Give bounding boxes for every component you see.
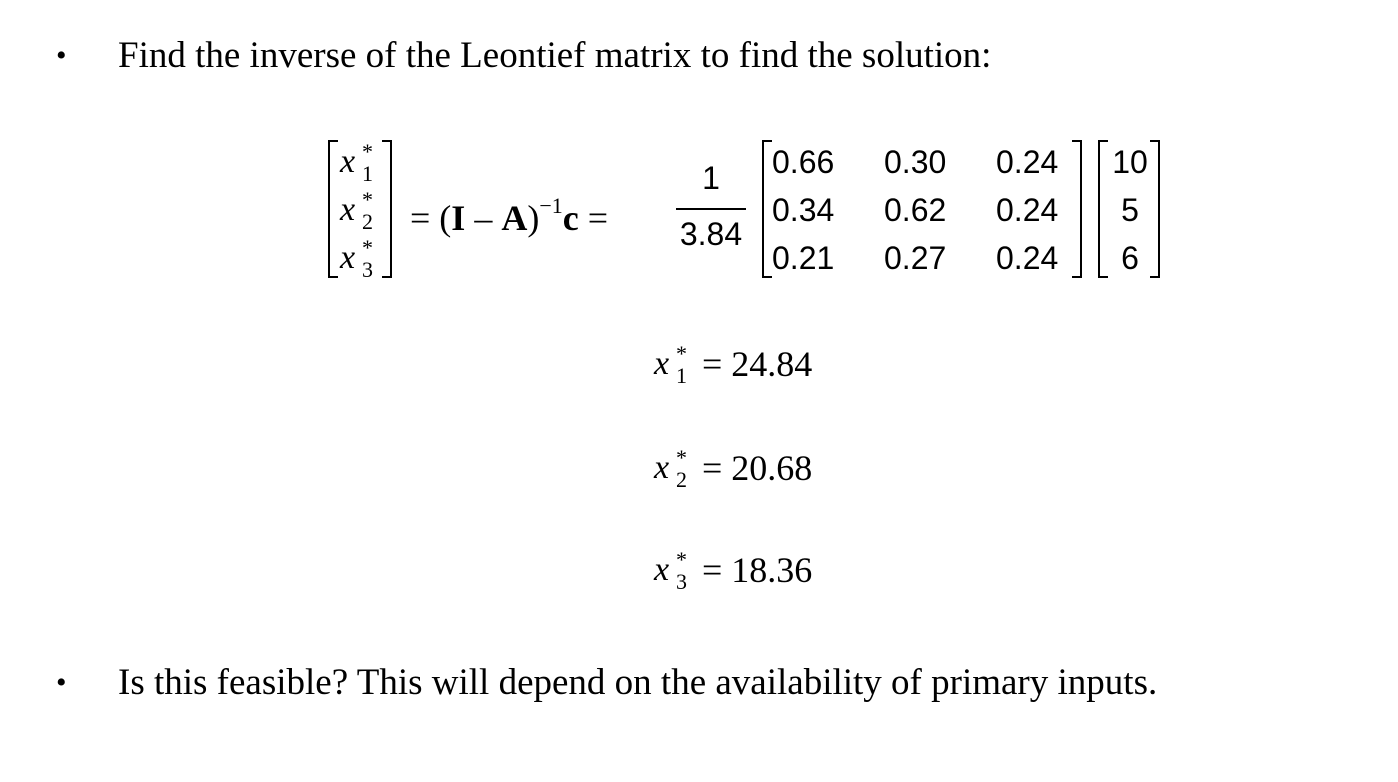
matrix-cell: 0.24 <box>996 240 1059 276</box>
matrix-cell: 0.30 <box>884 144 947 180</box>
identity-symbol: I <box>451 198 466 238</box>
right-bracket <box>382 140 392 278</box>
matrix-cell: 0.24 <box>996 144 1059 180</box>
vector-cell: 10 <box>1112 144 1148 180</box>
left-bracket <box>762 140 772 278</box>
inverse-exponent: −1 <box>539 193 563 218</box>
result-x1 <box>650 342 950 392</box>
leontief-inverse-equation <box>324 134 1174 286</box>
matrix-cell: 0.66 <box>772 144 835 180</box>
matrix-cell: 0.21 <box>772 240 835 276</box>
result-x3 <box>650 548 950 598</box>
bullet-item-1 <box>0 30 1398 82</box>
result-x2 <box>650 446 950 496</box>
vector-variable-2: x * 2 <box>340 187 373 234</box>
final-demand-vector <box>1096 134 1166 286</box>
right-bracket <box>1150 140 1160 278</box>
result-variable: x * 1 <box>654 341 687 388</box>
left-bracket <box>1098 140 1108 278</box>
matrix-symbol: A <box>501 198 528 238</box>
left-bracket <box>328 140 338 278</box>
fraction-bar <box>676 208 746 210</box>
vector-variable-1: x * 1 <box>340 139 373 186</box>
vector-cell: 6 <box>1121 240 1139 276</box>
right-bracket <box>1072 140 1082 278</box>
bullet-text: Is this feasible? This will depend on the availability of primary inputs. <box>118 662 1158 703</box>
scalar-fraction <box>674 160 748 260</box>
vector-cell: 5 <box>1121 192 1139 228</box>
matrix-cell: 0.27 <box>884 240 947 276</box>
inverse-matrix <box>760 134 1086 286</box>
result-variable: x * 3 <box>654 547 687 594</box>
result-value: = 20.68 <box>702 448 813 488</box>
result-variable: x * 2 <box>654 445 687 492</box>
bullet-marker: • <box>56 39 67 72</box>
vector-variable-3: x * 3 <box>340 235 373 282</box>
matrix-cell: 0.24 <box>996 192 1059 228</box>
matrix-cell: 0.62 <box>884 192 947 228</box>
matrix-cell: 0.34 <box>772 192 835 228</box>
bullet-marker: • <box>56 666 67 699</box>
result-value: = 24.84 <box>702 344 813 384</box>
fraction-denominator: 3.84 <box>679 216 743 252</box>
solution-vector <box>324 134 396 286</box>
result-value: = 18.36 <box>702 550 813 590</box>
vector-symbol: c <box>562 198 579 238</box>
bullet-item-2 <box>0 657 1398 709</box>
bullet-text: Find the inverse of the Leontief matrix to find the solution: <box>118 35 992 76</box>
inverse-expression: = (I – A)$^{-1}$c = <box>410 193 609 238</box>
fraction-numerator: 1 <box>702 160 720 196</box>
